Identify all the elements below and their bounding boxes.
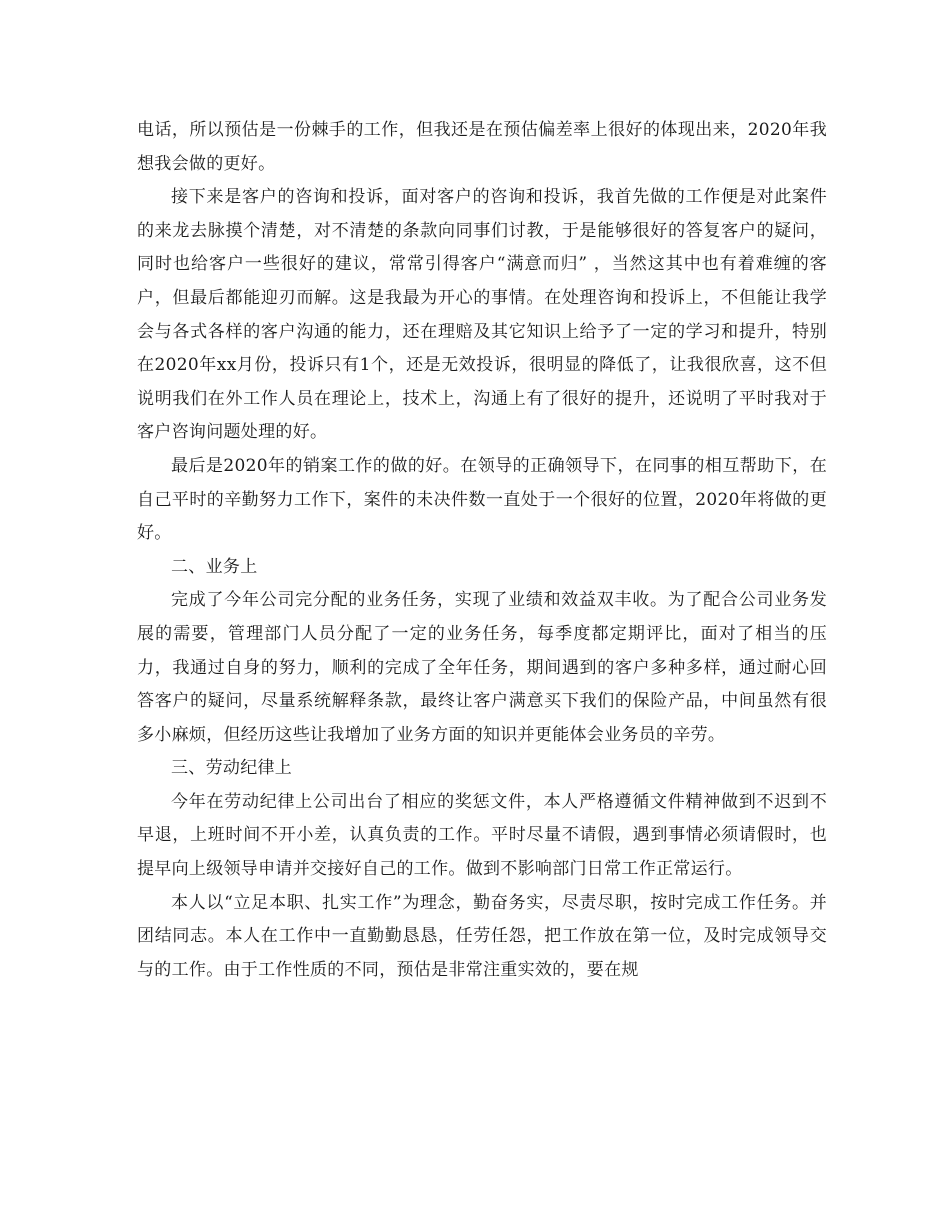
section-heading-labor-discipline: 三、劳动纪律上 xyxy=(171,758,293,779)
paragraph-consultation-complaints: 接下来是客户的咨询和投诉，面对客户的咨询和投诉，我首先做的工作便是对此案件的来龙去脉摸个清楚，对不清楚的条款向同事们讨教，于是能够很好的答复客户的疑问，同时也给客户一些很好的建议，常常引得客户“满意而归” ，当然这其中也有着难缠的客户，但最后都能迎刃而解。这是我最为开心的事情。在处理咨询和投诉上，不但能让我学会与各式各样的客户沟通的能力，还在理赔及其它知识上给予了一定的学习和提升，特别在2020年xx月份，投诉只有1个，还是无效投诉，很明显的降低了，让我很欣喜，这不但说明我们在外工作人员在理论上，技术上，沟通上有了很好的提升，还说明了平时我对于客户咨询问题处理的好。 xyxy=(137,187,827,443)
paragraph-labor-discipline: 今年在劳动纪律上公司出台了相应的奖惩文件，本人严格遵循文件精神做到不迟到不早退，上班时间不开小差，认真负责的工作。平时尽量不请假，遇到事情必须请假时，也提早向上级领导申请并交接好自己的工作。做到不影响部门日常工作正常运行。 xyxy=(137,791,827,880)
paragraph-work-attitude: 本人以“立足本职、扎实工作”为理念，勤奋务实，尽责尽职，按时完成工作任务。并团结同志。本人在工作中一直勤勤恳恳，任劳任怨，把工作放在第一位，及时完成领导交与的工作。由于工作性质的不同，预估是非常注重实效的，要在规 xyxy=(137,892,827,980)
paragraph-case-closing: 最后是2020年的销案工作的做的好。在领导的正确领导下，在同事的相互帮助下，在自己平时的辛勤努力工作下，案件的未决件数一直处于一个很好的位置，2020年将做的更好。 xyxy=(137,455,827,544)
paragraph-continuation: 电话，所以预估是一份棘手的工作，但我还是在预估偏差率上很好的体现出来，2020年我想我会做的更好。 xyxy=(137,120,827,174)
paragraph-business: 完成了今年公司完分配的业务任务，实现了业绩和效益双丰收。为了配合公司业务发展的需要，管理部门人员分配了一定的业务任务，每季度都定期评比，面对了相当的压力，我通过自身的努力，顺利的完成了全年任务，期间遇到的客户多种多样，通过耐心回答客户的疑问，尽量系统解释条款，最终让客户满意买下我们的保险产品，中间虽然有很多小麻烦，但经历这些让我增加了业务方面的知识并更能体会业务员的辛劳。 xyxy=(137,590,827,745)
document-body xyxy=(137,114,827,987)
section-heading-business: 二、业务上 xyxy=(171,556,258,577)
